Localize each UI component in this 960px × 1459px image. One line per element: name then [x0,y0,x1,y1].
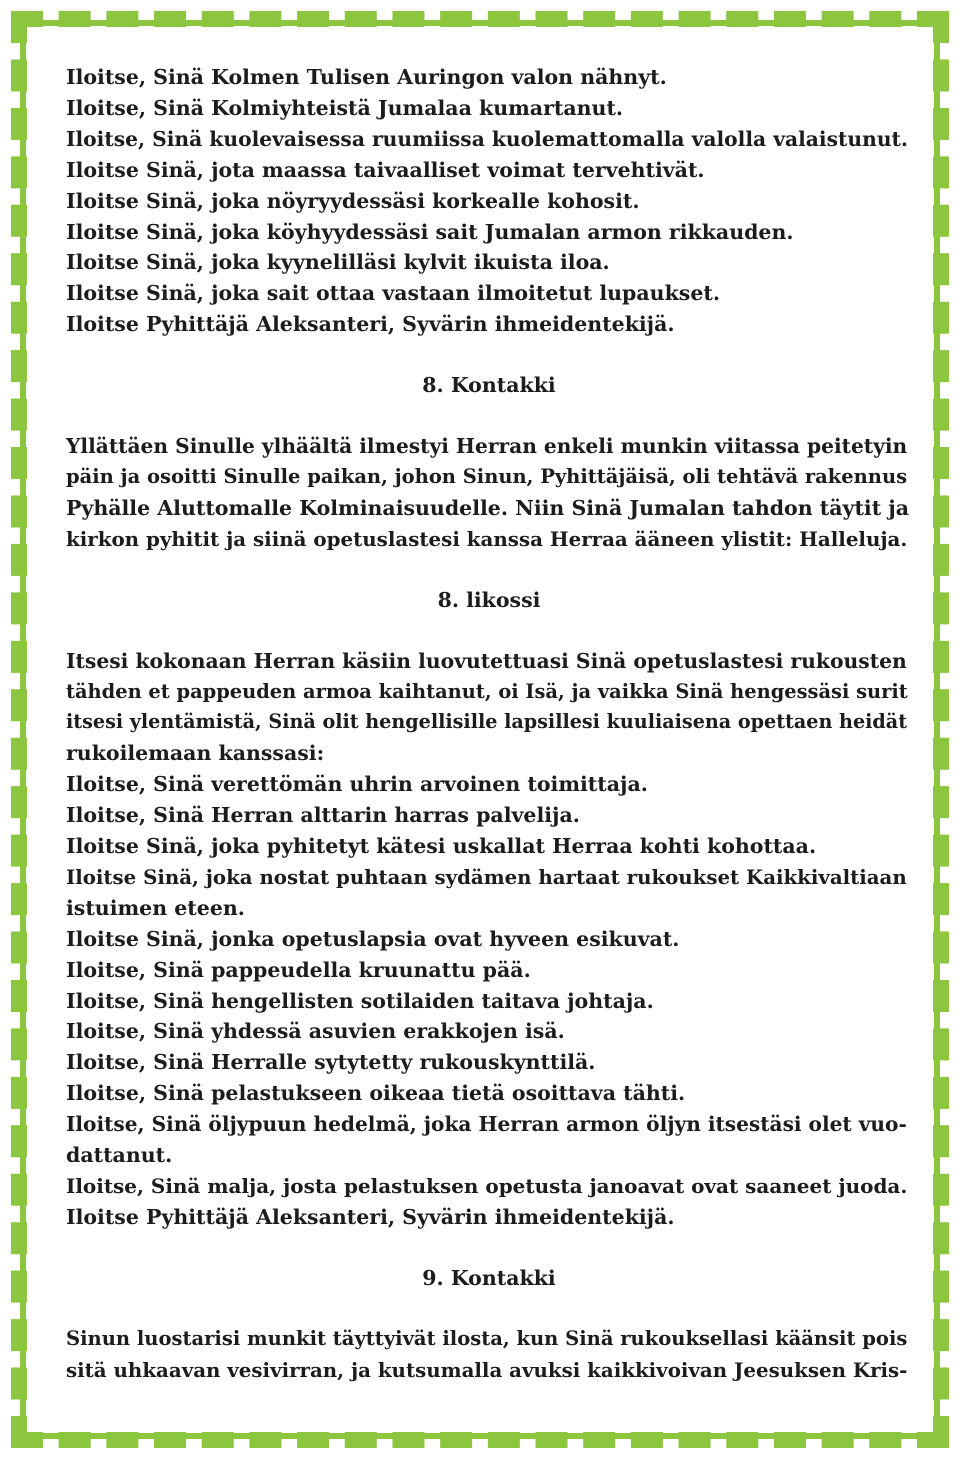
text-line: rukoilemaan kanssasi: [66,741,325,766]
text-line: Iloitse Sinä, joka nöyryydessäsi korkealle kohosit. [66,188,640,213]
text-line: Iloitse Sinä, joka kyynelilläsi kylvit ikuista iloa. [66,250,610,275]
text-line: Iloitse Sinä, jonka opetuslapsia ovat hyveen esikuvat. [66,926,680,951]
text-line: tähden et pappeuden armoa kaihtanut, oi Isä, ja vaikka Sinä hengessäsi surit [66,679,908,703]
text-line: Iloitse Sinä, jota maassa taivaalliset voimat tervehtivät. [66,157,705,182]
text-line: Pyhälle Aluttomalle Kolminaisuudelle. Niin Sinä Jumalan tahdon täytit ja [66,495,910,520]
text-line: kirkon pyhitit ja siinä opetuslastesi kanssa Herraa ääneen ylistit: Halleluja. [66,526,908,551]
text-line: Iloitse Sinä, joka köyhyydessäsi sait Jumalan armon rikkauden. [66,219,794,244]
text-line: sitä uhkaavan vesivirran, ja kutsumalla avuksi kaikkivoivan Jeesuksen Kris- [66,1357,908,1382]
text-line: Iloitse Sinä, joka nostat puhtaan sydämen hartaat rukoukset Kaikkivaltiaan [66,864,907,889]
text-line: Iloitse Sinä, joka pyhitetyt kätesi uskallat Herraa kohti kohottaa. [66,834,817,859]
kontakki-9-paragraph [66,1324,912,1386]
text-line: Iloitse Pyhittäjä Aleksanteri, Syvärin ihmeidentekijä. [66,1204,675,1229]
section-heading-kontakki-9: 9. Kontakki [422,1265,556,1290]
text-line: itsesi ylentämistä, Sinä olit hengellisille lapsillesi kuuliaisena opettaen heidät [66,710,908,734]
text-line: Iloitse, Sinä Herralle sytytetty rukouskynttilä. [66,1050,596,1075]
page-text [66,62,912,1386]
text-line: Iloitse, Sinä yhdessä asuvien erakkojen isä. [66,1019,565,1044]
text-line: Iloitse, Sinä malja, josta pelastuksen opetusta janoavat ovat saaneet juoda. [66,1174,908,1198]
kontakki-8-paragraph [66,431,912,555]
text-line: Iloitse, Sinä Kolmen Tulisen Auringon valon nähnyt. [66,65,667,89]
section-heading-kontakki-8: 8. Kontakki [422,373,556,398]
text-line: Iloitse Pyhittäjä Aleksanteri, Syvärin ihmeidentekijä. [66,312,675,337]
text-line: Yllättäen Sinulle ylhäältä ilmestyi Herran enkeli munkin viitassa peitetyin [66,434,908,459]
iloitse-block-1 [66,62,912,340]
text-line: päin ja osoitti Sinulle paikan, johon Sinun, Pyhittäjäisä, oli tehtävä rakennus [66,464,908,488]
text-line: Iloitse, Sinä kuolevaisessa ruumiissa kuolemattomalla valolla valaistunut. [66,126,908,151]
text-line: Sinun luostarisi munkit täyttyivät ilosta, kun Sinä rukouksellasi käänsit pois [66,1326,908,1350]
ikossi-8-paragraph [66,646,912,1233]
text-line: Iloitse Sinä, joka sait ottaa vastaan ilmoitetut lupaukset. [66,281,720,306]
text-line: istuimen eteen. [66,895,245,920]
text-line: Iloitse, Sinä verettömän uhrin arvoinen toimittaja. [66,772,648,797]
text-line: Iloitse, Sinä pelastukseen oikeaa tietä osoittava tähti. [66,1081,686,1106]
text-line: Itsesi kokonaan Herran käsiin luovutettuasi Sinä opetuslastesi rukousten [66,648,907,673]
text-line: Iloitse, Sinä hengellisten sotilaiden taitava johtaja. [66,988,654,1013]
text-line: dattanut. [66,1143,173,1168]
text-line: Iloitse, Sinä Kolmiyhteistä Jumalaa kumartanut. [66,95,624,120]
text-line: Iloitse, Sinä öljypuun hedelmä, joka Herran armon öljyn itsestäsi olet vuo- [66,1112,907,1137]
text-line: Iloitse, Sinä Herran alttarin harras palvelija. [66,803,580,828]
section-heading-ikossi-8: 8. likossi [437,587,541,612]
text-line: Iloitse, Sinä pappeudella kruunattu pää. [66,957,531,982]
